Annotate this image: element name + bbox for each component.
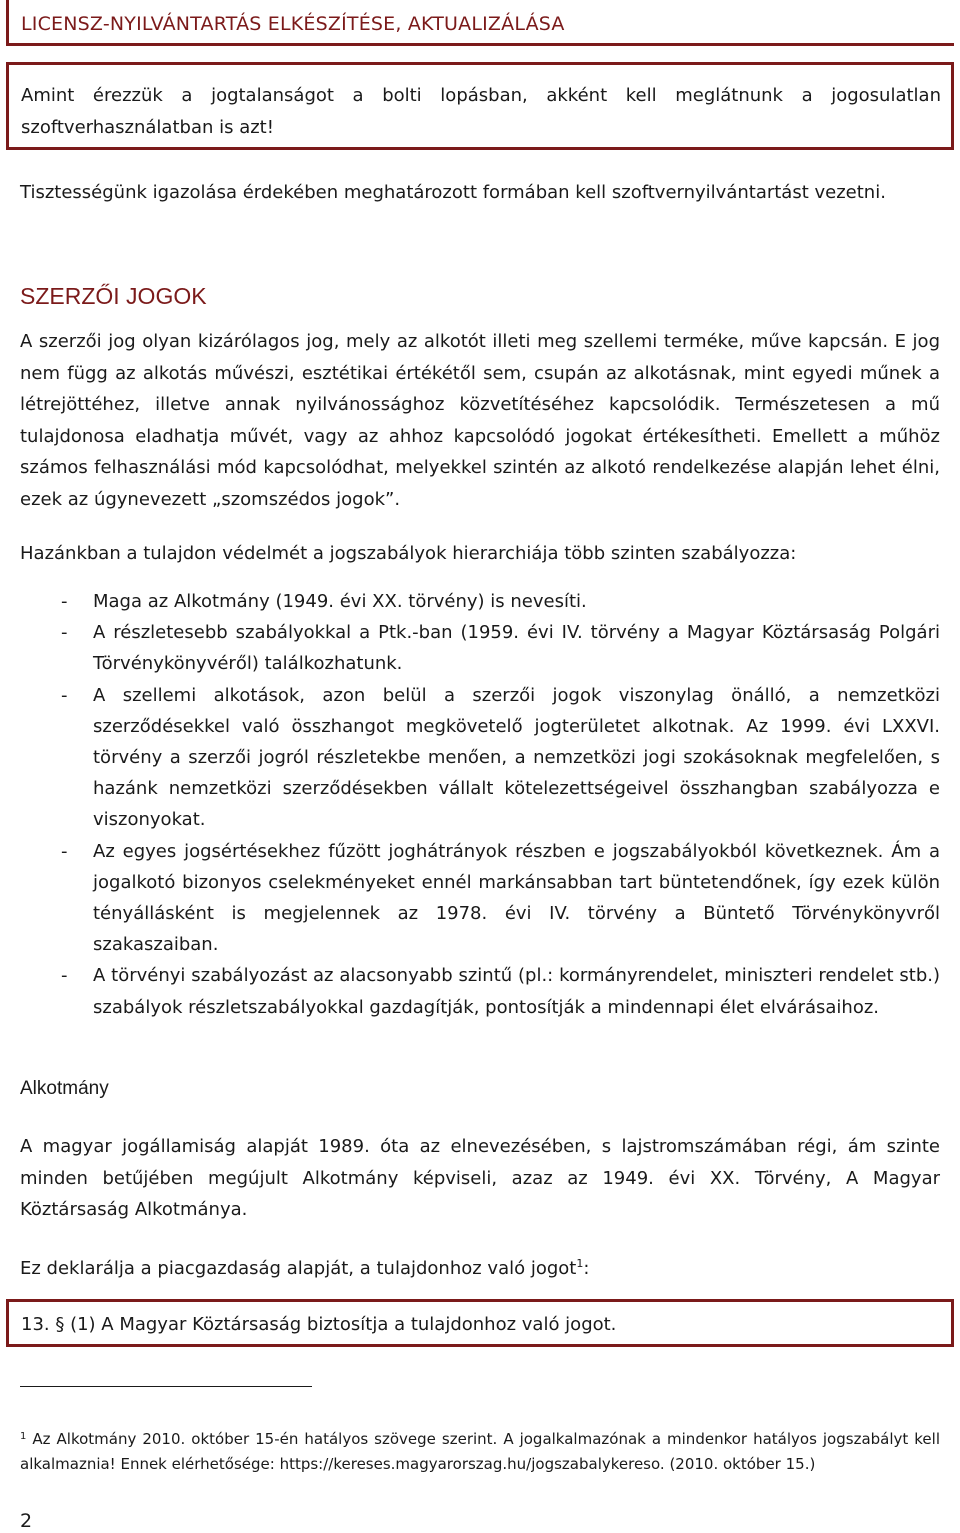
- footnote: [20, 1425, 940, 1476]
- highlight-text: Amint érezzük a jogtalanságot a bolti lopásban, akként kell meglátnunk a jogosulatlan szoftverhasználatban is azt!: [21, 85, 941, 138]
- list-item: [20, 586, 940, 617]
- quote-box: [6, 1299, 954, 1347]
- list-item-text: A törvényi szabályozást az alacsonyabb szintű (pl.: kormányrendelet, miniszteri rendelet stb.) szabályok részletszabályokkal gazdagítják, pontosítják a mindennapi élet elvárásaihoz.: [93, 965, 940, 1018]
- header-title: LICENSZ-NYILVÁNTARTÁS ELKÉSZÍTÉSE, AKTUALIZÁLÁSA: [21, 13, 565, 35]
- constitution-paragraph: A magyar jogállamiság alapját 1989. óta az elnevezésében, s lajstromszámában régi, ám szinte minden betűjében megújult Alkotmány képviseli, azaz az 1949. évi XX. Törvény, A Magyar Köztársaság Alkotmánya.: [20, 1136, 940, 1220]
- intro-paragraph: Tisztességünk igazolása érdekében meghatározott formában kell szoftvernyilvántartást vezetni.: [20, 182, 886, 203]
- section-heading-alkotmany: Alkotmány: [20, 1078, 109, 1099]
- list-item-text: Maga az Alkotmány (1949. évi XX. törvény) is nevesíti.: [93, 591, 587, 612]
- page-number: 2: [20, 1510, 33, 1532]
- list-item: [20, 836, 940, 961]
- footnote-reference[interactable]: 1: [576, 1257, 584, 1270]
- dash-bullet: -: [61, 840, 68, 862]
- list-item: [20, 617, 940, 679]
- footnote-marker: 1: [20, 1431, 27, 1442]
- footnote-separator: [20, 1386, 312, 1387]
- list-item-text: Az egyes jogsértésekhez fűzött joghátrányok részben e jogszabályokból következnek. Ám a jogalkotó bizonyos cselekményeket ennél markánsabban tart büntetendőnek, így ezek külön tényállásként is megjelennek az 1978. évi IV. törvény a Büntető Törvénykönyvről szakaszaiban.: [93, 840, 940, 956]
- list-item: [20, 960, 940, 1022]
- declaration-text: Ez deklarálja a piacgazdaság alapját, a tulajdonhoz való jogot: [20, 1258, 577, 1279]
- hierarchy-list: [20, 586, 940, 1023]
- section-heading-szerzoi-jogok: SZERZŐI JOGOK: [20, 283, 207, 309]
- list-item-text: A részletesebb szabályokkal a Ptk.-ban (1959. évi IV. törvény a Magyar Köztársaság Polgári Törvénykönyvéről) találkozhatunk.: [93, 622, 940, 675]
- quote-text: 13. § (1) A Magyar Köztársaság biztosítja a tulajdonhoz való jogot.: [21, 1314, 617, 1335]
- list-item-text: A szellemi alkotások, azon belül a szerzői jogok viszonylag önálló, a nemzetközi szerződésekkel való összhangot megkövetelő jogterületet alkotnak. Az 1999. évi LXXVI. törvény a szerzői jogról részletekbe menően, a nemzetközi jogi szokásoknak megfelelően, s hazánk nemzetközi szerződésekben vállalt kötelezettségeivel összhangban szabályozza e viszonyokat.: [93, 684, 940, 831]
- declaration-colon: :: [583, 1258, 590, 1279]
- declaration-line: [20, 1248, 940, 1285]
- footnote-text: Az Alkotmány 2010. október 15-én hatályos szövege szerint. A jogalkalmazónak a mindenkor hatályos jogszabályt kell alkalmaznia! Ennek elérhetősége: https://kereses.magyarorszag.hu/jogszabalykereso. (2010. október 15.): [20, 1430, 940, 1473]
- dash-bullet: -: [61, 684, 68, 706]
- page-header: [6, 0, 954, 46]
- hierarchy-lead: Hazánkban a tulajdon védelmét a jogszabályok hierarchiája több szinten szabályozza:: [20, 543, 797, 564]
- dash-bullet: -: [61, 591, 68, 612]
- list-item: [20, 680, 940, 836]
- highlight-box: [6, 62, 954, 150]
- copyright-paragraph: A szerzői jog olyan kizárólagos jog, mely az alkotót illeti meg szellemi terméke, műve kapcsán. E jog nem függ az alkotás művészi, esztétikai értékétől sem, csupán az alkotásnak, mint egyedi műnek a létrejöttéhez, illetve annak nyilvánossághoz közvetítéséhez kapcsolódik. Természetesen a mű tulajdonosa eladhatja művét, vagy az ahhoz kapcsolódó jogokat értékesítheti. Emellett a műhöz számos felhasználási mód kapcsolódhat, melyekkel szintén az alkotó rendelkezése alapján lehet élni, ezek az úgynevezett „szomszédos jogok”.: [20, 331, 940, 510]
- dash-bullet: -: [61, 965, 68, 987]
- dash-bullet: -: [61, 622, 68, 644]
